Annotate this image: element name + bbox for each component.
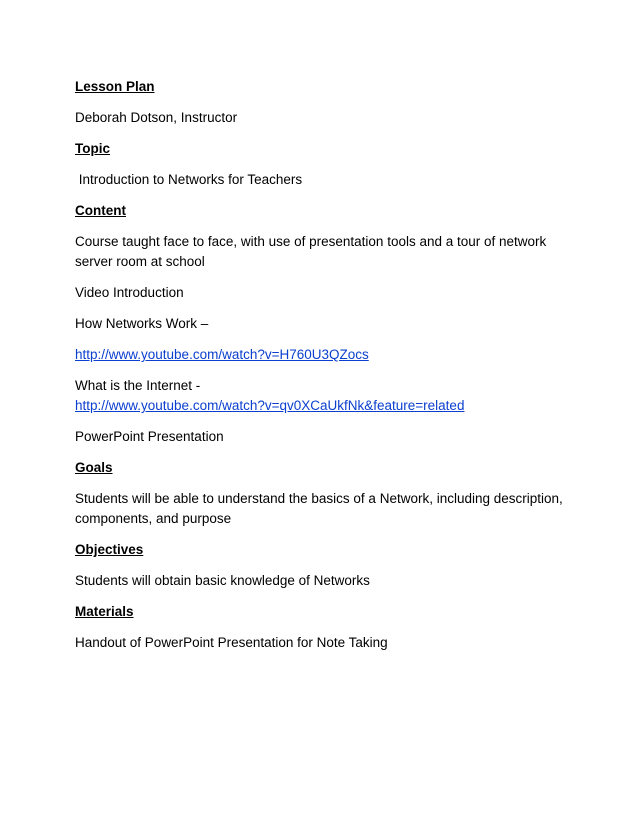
materials-heading: Materials xyxy=(75,604,134,619)
what-is-internet-link[interactable]: http://www.youtube.com/watch?v=qv0XCaUkfNk&feature=related xyxy=(75,398,465,413)
content-heading: Content xyxy=(75,203,126,218)
how-networks-work-link[interactable]: http://www.youtube.com/watch?v=H760U3QZocs xyxy=(75,347,369,362)
objectives-text: Students will obtain basic knowledge of Networks xyxy=(75,573,370,588)
goals-heading: Goals xyxy=(75,460,113,475)
video-introduction: Video Introduction xyxy=(75,285,184,300)
goals-text: Students will be able to understand the basics of a Network, including description, components, and purpose xyxy=(75,491,563,526)
topic-heading: Topic xyxy=(75,141,110,156)
objectives-heading: Objectives xyxy=(75,542,144,557)
how-networks-work-link-row xyxy=(75,345,575,365)
document-body xyxy=(75,77,575,664)
materials-text: Handout of PowerPoint Presentation for Note Taking xyxy=(75,635,388,650)
lesson-plan-title: Lesson Plan xyxy=(75,79,155,94)
topic-text: Introduction to Networks for Teachers xyxy=(75,172,303,187)
what-is-internet-label: What is the Internet - xyxy=(75,378,201,393)
powerpoint-presentation: PowerPoint Presentation xyxy=(75,429,224,444)
how-networks-work-label: How Networks Work – xyxy=(75,316,209,331)
what-is-internet-block xyxy=(75,376,575,416)
instructor-line: Deborah Dotson, Instructor xyxy=(75,110,238,125)
content-text: Course taught face to face, with use of presentation tools and a tour of network server room at school xyxy=(75,234,547,269)
